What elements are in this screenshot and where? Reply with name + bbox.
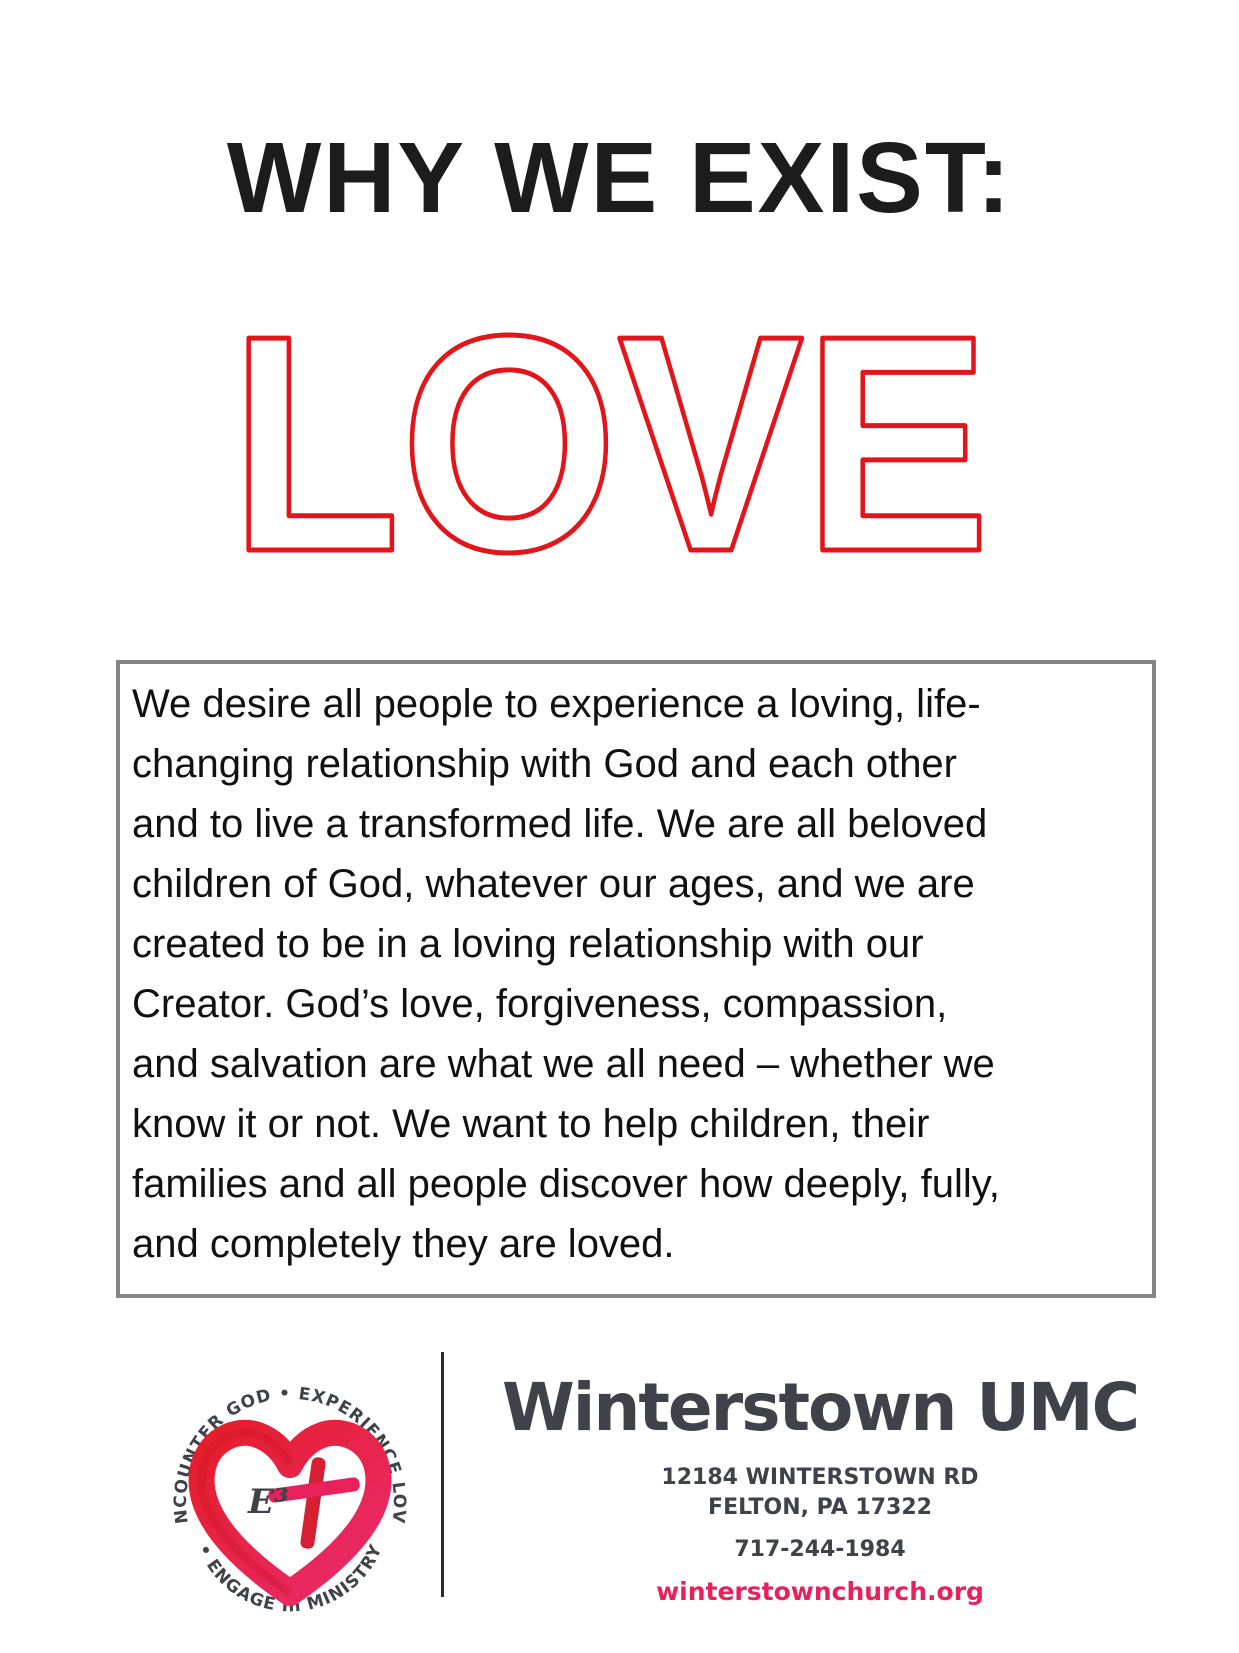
heart-cross-logo-icon bbox=[150, 1365, 430, 1645]
phone-number: 717-244-1984 bbox=[734, 1537, 906, 1562]
page-heading: WHY WE EXIST: bbox=[226, 122, 1013, 234]
address-line-2: FELTON, PA 17322 bbox=[708, 1495, 932, 1520]
logo-ring-top-text: NCOUNTER GOD • EXPERIENCE LOV bbox=[170, 1383, 410, 1525]
logo-ring-bottom-text: • ENGAGE In MINISTRY bbox=[193, 1541, 387, 1617]
website-link[interactable]: winterstownchurch.org bbox=[656, 1577, 984, 1606]
mission-statement-text: We desire all people to experience a loving, life- changing relationship with God and each other and to live a transformed life. We are all beloved children of God, whatever our ages, and we are created to be in a loving relationship with our Creator. God’s love, forgiveness, compassion, and salvation are what we all need – whether we know it or not. We want to help children, their families and all people discover how deeply, fully, and completely they are loved. bbox=[132, 682, 1000, 1266]
love-outline-text: LOVE bbox=[230, 318, 990, 568]
church-contact-block bbox=[460, 1369, 1180, 1606]
church-name: Winterstown UMC bbox=[501, 1369, 1139, 1446]
church-logo bbox=[150, 1365, 430, 1645]
footer-divider bbox=[441, 1352, 444, 1597]
love-hero-word bbox=[210, 318, 1010, 568]
logo-monogram: E³ bbox=[248, 1482, 289, 1522]
mission-statement-box bbox=[116, 660, 1156, 1298]
address-line-1: 12184 WINTERSTOWN RD bbox=[661, 1465, 979, 1490]
